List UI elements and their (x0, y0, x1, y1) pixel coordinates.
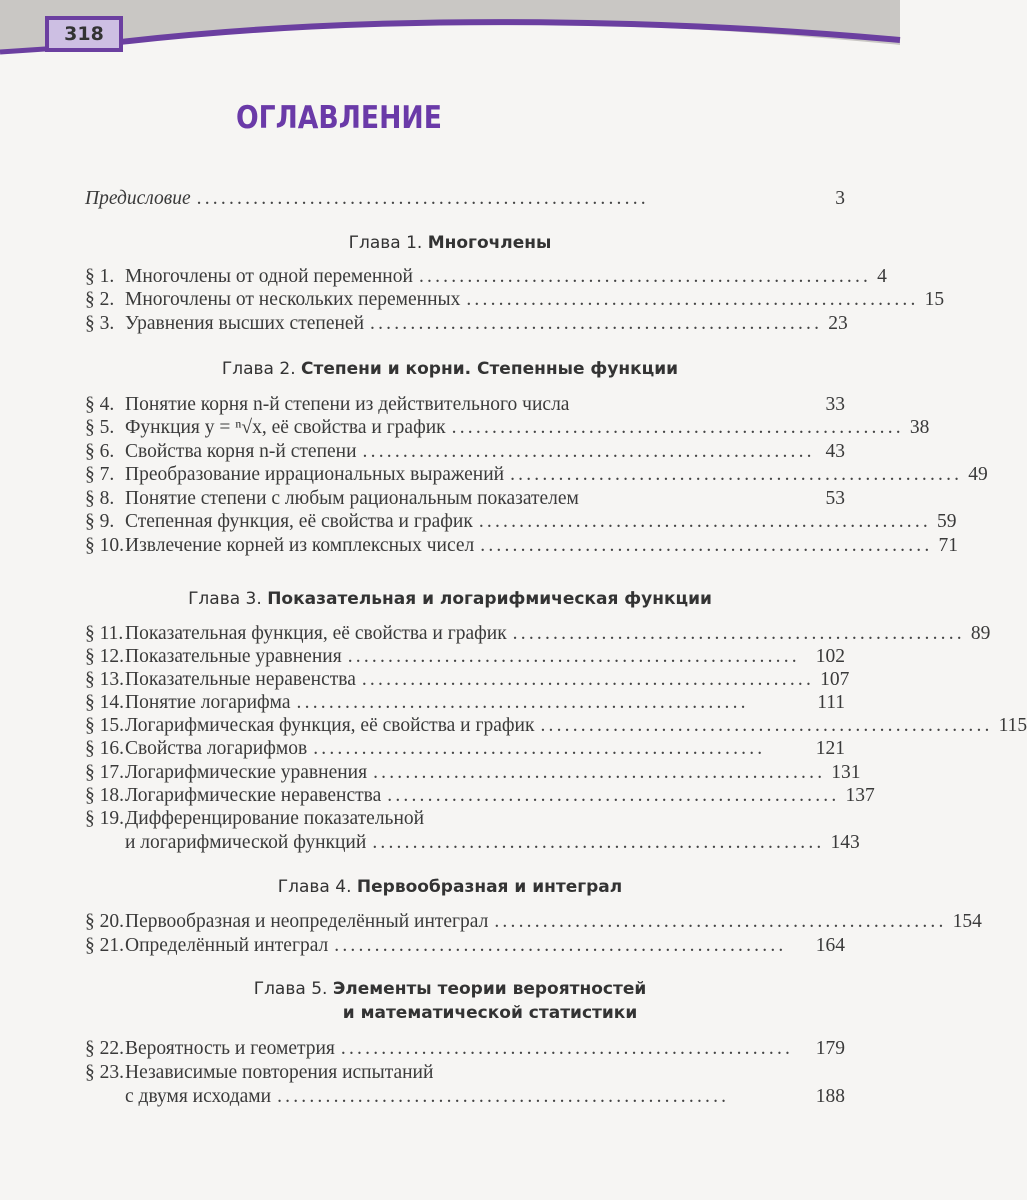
toc-entry (85, 265, 887, 289)
page-ref: 188 (815, 1086, 845, 1107)
toc-entry (85, 784, 875, 808)
section-number: § 3. (85, 313, 115, 334)
page-ref: 33 (825, 394, 845, 415)
chapter-title: Показательная и логарифмическая функции (267, 589, 712, 609)
section-number: § 9. (85, 511, 115, 532)
chapter-heading (0, 977, 900, 1001)
dot-leader: ........................................................ (347, 646, 800, 667)
section-number: § 21. (85, 935, 124, 956)
chapter-title: Элементы теории вероятностей (332, 979, 647, 999)
dot-leader: ........................................................ (340, 1038, 794, 1059)
page-ref: 53 (825, 488, 845, 509)
dot-leader: ........................................................ (296, 692, 749, 713)
page-ref: 3 (835, 188, 845, 209)
chapter-heading (40, 1001, 940, 1025)
toc-entry (85, 934, 845, 958)
toc-entry (85, 463, 988, 487)
dot-leader: ........................................................ (372, 832, 825, 853)
toc-entry (85, 312, 848, 336)
page-ref: 154 (952, 911, 982, 932)
toc-entry (85, 1061, 845, 1085)
page-ref: 164 (815, 935, 845, 956)
entry-title: Показательные уравнения (125, 646, 342, 667)
entry-title: Логарифмические уравнения (125, 762, 368, 783)
dot-leader: ........................................................ (313, 738, 766, 759)
dot-leader: ........................................................ (480, 535, 933, 556)
section-number: § 7. (85, 464, 115, 485)
entry-title: Понятие корня n-й степени из действительного числа (125, 394, 570, 415)
toc-entry (85, 288, 945, 312)
page-ref: 38 (909, 417, 930, 438)
toc-entry (85, 737, 845, 761)
section-number: § 13. (85, 669, 124, 690)
entry-title: с двумя исходами (125, 1086, 272, 1107)
dot-leader: ........................................................ (510, 464, 963, 485)
entry-title: Понятие логарифма (125, 692, 291, 713)
entry-title: Понятие степени с любым рациональным показателем (125, 488, 579, 509)
toc-entry (85, 1037, 845, 1061)
page-ref: 59 (937, 511, 957, 532)
section-number: § 1. (85, 266, 115, 287)
chapter-number: Глава 1. (348, 233, 423, 253)
page-ref: 107 (820, 669, 850, 690)
section-number: § 10. (85, 535, 124, 556)
toc-entry (125, 1085, 845, 1109)
entry-title: Многочлены от нескольких переменных (125, 289, 461, 310)
toc-entry (85, 807, 845, 831)
toc-entry (85, 416, 930, 440)
page-ref: 102 (815, 646, 845, 667)
toc-entry (85, 691, 845, 715)
page-ref: 111 (817, 692, 845, 713)
dot-leader: ........................................................ (361, 669, 815, 690)
dot-leader: ........................................................ (196, 188, 649, 209)
entry-title: Степенная функция, её свойства и график (125, 511, 473, 532)
chapter-heading (0, 875, 900, 899)
entry-title: Первообразная и неопределённый интеграл (125, 911, 489, 932)
toc-entry (85, 487, 845, 511)
section-number: § 14. (85, 692, 124, 713)
entry-title: Преобразование иррациональных выражений (125, 464, 505, 485)
chapter-title: Многочлены (427, 233, 552, 253)
dot-leader: ........................................................ (540, 715, 993, 736)
page-ref: 137 (845, 785, 875, 806)
page-number: 318 (45, 16, 123, 52)
section-number: § 8. (85, 488, 115, 509)
entry-title: Уравнения высших степеней (125, 313, 364, 334)
dot-leader: ........................................................ (387, 785, 840, 806)
entry-title: и логарифмической функций (125, 832, 367, 853)
chapter-number: Глава 5. (253, 979, 328, 999)
chapter-heading (0, 231, 900, 255)
entry-title: Определённый интеграл (125, 935, 329, 956)
dot-leader: ........................................................ (478, 511, 932, 532)
dot-leader: ........................................................ (334, 935, 787, 956)
dot-leader: ........................................................ (362, 441, 815, 462)
dot-leader: ........................................................ (494, 911, 947, 932)
page-ref: 89 (970, 623, 991, 644)
section-number: § 11. (85, 623, 124, 644)
section-number: § 17. (85, 762, 124, 783)
entry-title: Многочлены от одной переменной (125, 266, 413, 287)
entry-title: Дифференцирование показательной (125, 808, 425, 829)
page-ref: 131 (831, 762, 861, 783)
page-title: ОГЛАВЛЕНИЕ (236, 100, 442, 136)
chapter-title-cont: и математической статистики (342, 1003, 638, 1023)
entry-title: Логарифмические неравенства (125, 785, 382, 806)
toc-entry (85, 187, 845, 211)
toc-entry (125, 831, 860, 855)
toc-entry (85, 622, 991, 646)
section-number: § 5. (85, 417, 115, 438)
dot-leader: ........................................................ (277, 1086, 730, 1107)
page-ref: 71 (938, 535, 958, 556)
page-ref: 121 (815, 738, 845, 759)
toc-entry (85, 393, 845, 417)
toc-entry (85, 510, 957, 534)
page-ref: 15 (924, 289, 945, 310)
toc-entry (85, 761, 861, 785)
page-ref: 49 (968, 464, 988, 485)
toc-entry (85, 910, 982, 934)
page-ref: 23 (828, 313, 848, 334)
dot-leader: ........................................................ (466, 289, 919, 310)
dot-leader: ........................................................ (451, 417, 904, 438)
section-number: § 12. (85, 646, 124, 667)
entry-title: Функция y = ⁿ√x, её свойства и график (125, 417, 446, 438)
entry-title: Свойства логарифмов (125, 738, 308, 759)
page-ref: 43 (825, 441, 845, 462)
section-number: § 19. (85, 808, 124, 829)
entry-title: Извлечение корней из комплексных чисел (125, 535, 475, 556)
section-number: § 4. (85, 394, 115, 415)
section-number: § 2. (85, 289, 115, 310)
entry-title: Показательные неравенства (125, 669, 356, 690)
chapter-number: Глава 2. (221, 359, 296, 379)
section-number: § 16. (85, 738, 124, 759)
section-number: § 20. (85, 911, 124, 932)
entry-title: Логарифмическая функция, её свойства и график (125, 715, 535, 736)
dot-leader: ........................................................ (373, 762, 826, 783)
chapter-title: Первообразная и интеграл (356, 877, 623, 897)
dot-leader: ........................................................ (370, 313, 823, 334)
section-number: § 22. (85, 1038, 124, 1059)
header-band (0, 0, 900, 60)
section-number: § 6. (85, 441, 115, 462)
section-number: § 18. (85, 785, 124, 806)
chapter-number: Глава 4. (277, 877, 352, 897)
entry-title: Предисловие (85, 188, 191, 209)
section-number: § 15. (85, 715, 124, 736)
entry-title: Независимые повторения испытаний (125, 1062, 434, 1083)
entry-title: Вероятность и геометрия (125, 1038, 335, 1059)
chapter-title: Степени и корни. Степенные функции (301, 359, 679, 379)
entry-title: Свойства корня n-й степени (125, 441, 357, 462)
toc-entry (85, 534, 958, 558)
page-ref: 4 (877, 266, 887, 287)
toc-entry (85, 645, 845, 669)
toc-entry (85, 668, 850, 692)
chapter-heading (0, 357, 900, 381)
page-ref: 179 (815, 1038, 845, 1059)
dot-leader: ........................................................ (418, 266, 872, 287)
entry-title: Показательная функция, её свойства и график (125, 623, 507, 644)
chapter-heading (0, 587, 900, 611)
chapter-number: Глава 3. (188, 589, 262, 609)
toc-entry (85, 714, 1027, 738)
page-ref: 143 (830, 832, 860, 853)
section-number: § 23. (85, 1062, 124, 1083)
page-ref: 115 (998, 715, 1027, 736)
toc-entry (85, 440, 845, 464)
dot-leader: ........................................................ (512, 623, 965, 644)
